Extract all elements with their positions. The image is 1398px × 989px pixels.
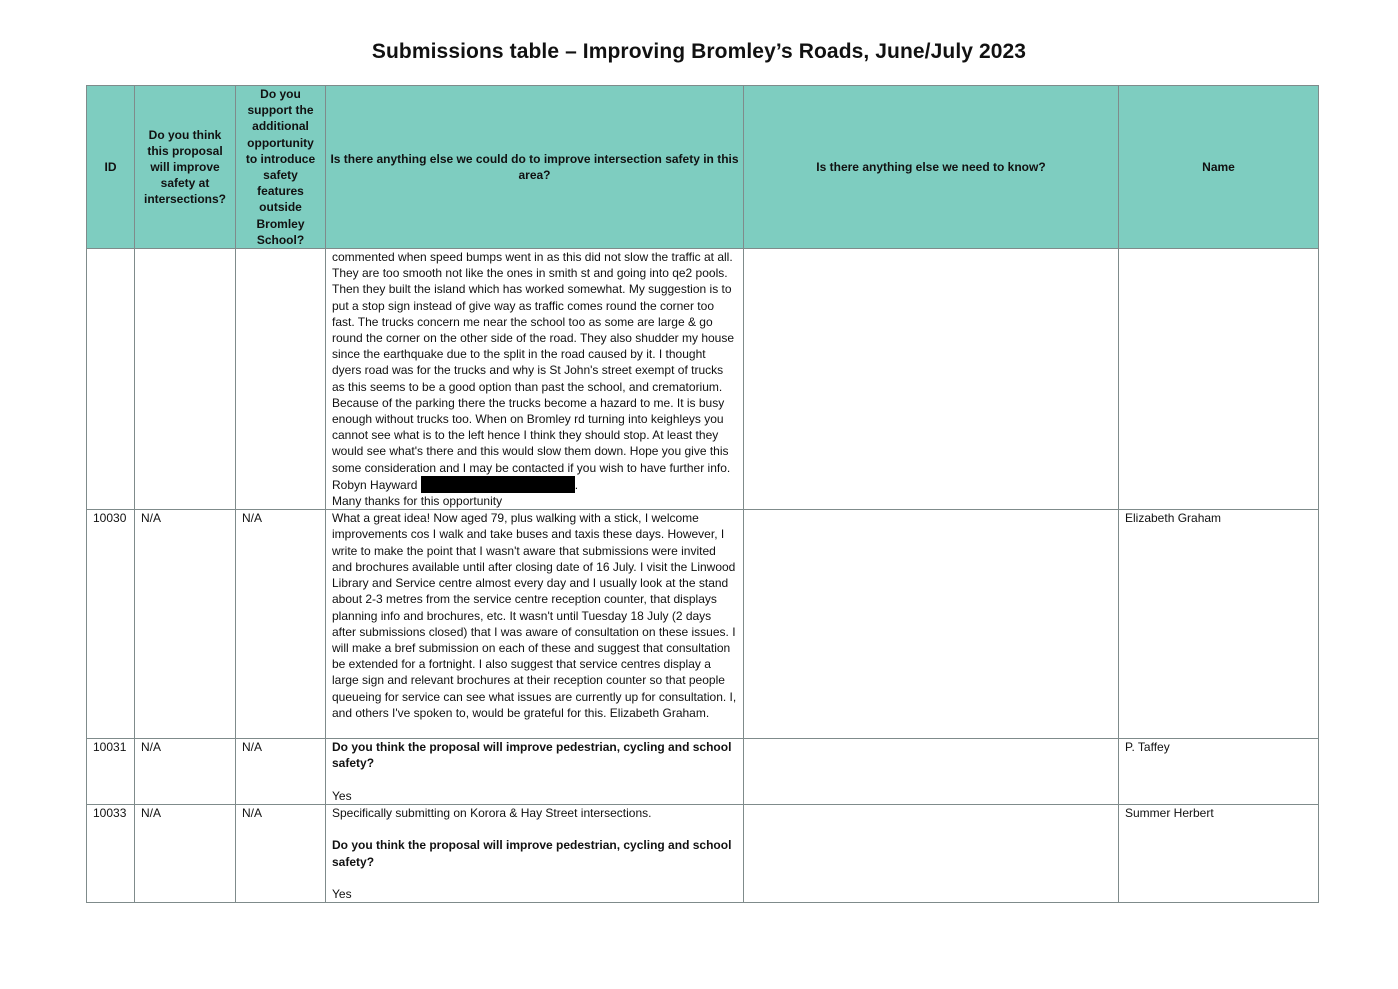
cell-name: Summer Herbert [1119, 805, 1319, 903]
cell-q1: N/A [135, 510, 236, 739]
redaction-block [421, 476, 575, 493]
table-row [87, 805, 1319, 903]
table-header-row [87, 86, 1319, 249]
cell-q1 [135, 249, 236, 510]
cell-other [744, 249, 1119, 510]
header-anything-else-know: Is there anything else we need to know? [744, 86, 1119, 249]
table-row [87, 249, 1319, 510]
comment-answer: Yes [332, 788, 352, 803]
cell-comment [326, 249, 744, 510]
table-row [87, 510, 1319, 739]
cell-other [744, 805, 1119, 903]
submissions-table [86, 85, 1319, 903]
cell-q2 [236, 249, 326, 510]
comment-question: Do you think the proposal will improve pedestrian, cycling and school safety? [332, 838, 732, 869]
cell-name: P. Taffey [1119, 739, 1319, 805]
table-row [87, 739, 1319, 805]
cell-id [87, 249, 135, 510]
comment-text: commented when speed bumps went in as this did not slow the traffic at all. They are too smooth not like the ones in smith st and going into qe2 pools. Then they built the island which has worked somewhat. My suggestion is to put a stop sign instead of give way as traffic comes round the corner too fast. The trucks concern me near the school too as some are large & go round the corner on the other side of the road. They also shudder my house since the earthquake due to the split in the road caused by it. I thought dyers road was for the trucks and why is St John's street exempt of trucks as this seems to be a good option than past the school, and crematorium. Because of the parking there the trucks become a hazard to me. It is busy enough without trucks too. When on Bromley rd turning into keighleys you cannot see what is to the left hence I think they should stop. At least they would see what's there and this would slow them down. Hope you give this some consideration and I may be contacted if you wish to have further info. Robyn Hayward [332, 250, 735, 492]
cell-comment [326, 805, 744, 903]
cell-id: 10030 [87, 510, 135, 739]
comment-text-end: . [574, 477, 579, 492]
cell-id: 10031 [87, 739, 135, 805]
comment-closing: Many thanks for this opportunity [332, 494, 503, 509]
header-support-school-safety: Do you support the additional opportunity to introduce safety features outside Bromley School? [236, 86, 326, 249]
cell-name: Elizabeth Graham [1119, 510, 1319, 739]
cell-other [744, 739, 1119, 805]
cell-q2: N/A [236, 739, 326, 805]
comment-question: Do you think the proposal will improve pedestrian, cycling and school safety? [332, 740, 732, 771]
cell-q2: N/A [236, 805, 326, 903]
header-improve-intersection-safety: Do you think this proposal will improve safety at intersections? [135, 86, 236, 249]
header-anything-else-intersection: Is there anything else we could do to improve intersection safety in this area? [326, 86, 744, 249]
cell-q2: N/A [236, 510, 326, 739]
cell-other [744, 510, 1119, 739]
cell-q1: N/A [135, 739, 236, 805]
comment-intro: Specifically submitting on Korora & Hay Street intersections. [332, 806, 652, 821]
page-title: Submissions table – Improving Bromley’s Roads, June/July 2023 [371, 40, 1027, 63]
cell-comment [326, 739, 744, 805]
header-name: Name [1119, 86, 1319, 249]
comment-answer: Yes [332, 886, 352, 901]
header-id: ID [87, 86, 135, 249]
cell-name [1119, 249, 1319, 510]
cell-id: 10033 [87, 805, 135, 903]
cell-comment: What a great idea! Now aged 79, plus walking with a stick, I welcome improvements cos I walk and take buses and taxis these days. However, I write to make the point that I wasn't aware that submissions were invited and brochures available until after closing date of 16 July. I visit the Linwood Library and Service centre almost every day and I usually look at the stand about 2-3 metres from the service centre reception counter, that displays planning info and brochures, etc. It wasn't until Tuesday 18 July (2 days after submissions closed) that I was aware of consultation on these issues. I will make a bref submission on each of these and suggest that consultation be extended for a fortnight. I also suggest that service centres display a large sign and relevant brochures at their reception counter so that people queueing for service can see what issues are currently up for consultation. I, and others I've spoken to, would be grateful for this. Elizabeth Graham. [326, 510, 744, 739]
cell-q1: N/A [135, 805, 236, 903]
